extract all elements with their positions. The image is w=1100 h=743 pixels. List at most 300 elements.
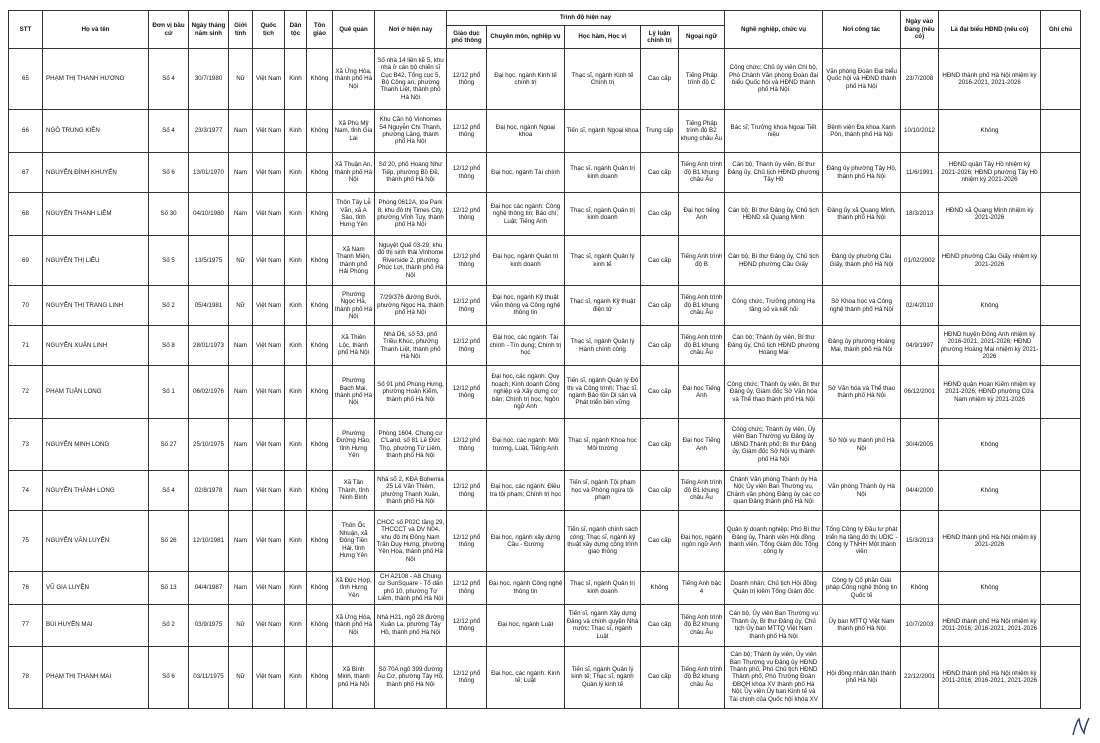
major-cell: Đại học, ngành Kinh tế chính trị xyxy=(487,49,565,110)
politics-cell: Cao cấp xyxy=(641,646,679,708)
dob-cell: 23/3/1977 xyxy=(189,110,229,153)
ethnic-cell: Kinh xyxy=(285,49,307,110)
ethnic-cell: Kinh xyxy=(285,286,307,326)
stt-cell: 75 xyxy=(9,511,43,572)
workplace-cell: Văn phòng Đoàn Đại biểu Quốc hội và HĐND thành phố Hà Nội xyxy=(823,49,901,110)
gender-cell: Nam xyxy=(229,572,253,605)
politics-cell: Cao cấp xyxy=(641,153,679,193)
language-cell: Tiếng Anh trình độ B1 khung châu Âu xyxy=(679,153,725,193)
dob-cell: 12/10/1981 xyxy=(189,511,229,572)
gender-cell: Nữ xyxy=(229,49,253,110)
unit-cell: Số 30 xyxy=(149,193,189,236)
religion-cell: Không xyxy=(307,193,333,236)
gender-cell: Nam xyxy=(229,511,253,572)
name-cell: NGÔ TRUNG KIÊN xyxy=(43,110,149,153)
header-language: Ngoại ngữ xyxy=(679,26,725,49)
ethnic-cell: Kinh xyxy=(285,110,307,153)
religion-cell: Không xyxy=(307,419,333,471)
party-date-cell: 02/4/2010 xyxy=(901,286,939,326)
religion-cell: Không xyxy=(307,286,333,326)
hdnd-cell: Không xyxy=(939,286,1041,326)
note-cell xyxy=(1041,604,1081,646)
job-cell: Chánh Văn phòng Thành ủy Hà Nội; Ủy viên Ban Thường vụ, Chánh văn phòng Đảng ủy các cơ quan Đảng thành phố Hà Nội xyxy=(725,471,823,511)
header-row-1 xyxy=(9,11,1081,26)
address-cell: 7/29/376 đường Bưởi, phường Ngọc Hà, thành phố Hà Nội xyxy=(375,286,447,326)
party-date-cell: 10/10/2012 xyxy=(901,110,939,153)
language-cell: Đại học Tiếng Anh xyxy=(679,366,725,419)
hometown-cell: Phường Bạch Mai, thành phố Hà Nội xyxy=(333,366,375,419)
nationality-cell: Việt Nam xyxy=(253,646,285,708)
hdnd-cell: HĐND xã Quang Minh nhiệm kỳ 2021-2026 xyxy=(939,193,1041,236)
politics-cell: Cao cấp xyxy=(641,366,679,419)
table-row xyxy=(9,110,1081,153)
name-cell: PHẠM THỊ THANH HƯƠNG xyxy=(43,49,149,110)
address-cell: Nhà số 2, KĐA Bohemia 25 Lê Văn Thiêm, phường Thanh Xuân, thành phố Hà Nội xyxy=(375,471,447,511)
politics-cell: Trung cấp xyxy=(641,110,679,153)
job-cell: Doanh nhân; Chủ tịch Hội đồng Quản trị kiêm Tổng Giám đốc xyxy=(725,572,823,605)
stt-cell: 66 xyxy=(9,110,43,153)
dob-cell: 13/01/1970 xyxy=(189,153,229,193)
job-cell: Quản lý doanh nghiệp; Phó Bí thư Đảng ủy, Thành viên Hội đồng thành viên, Tổng Giám đốc Tổng công ty xyxy=(725,511,823,572)
general-education-cell: 12/12 phổ thông xyxy=(447,471,487,511)
header-party-date: Ngày vào Đảng (nếu có) xyxy=(901,11,939,49)
major-cell: Đại học, ngành Ngoại khoa xyxy=(487,110,565,153)
table-row xyxy=(9,604,1081,646)
politics-cell: Cao cấp xyxy=(641,419,679,471)
religion-cell: Không xyxy=(307,471,333,511)
party-date-cell: 04/4/2000 xyxy=(901,471,939,511)
party-date-cell: 06/12/2001 xyxy=(901,366,939,419)
address-cell: Số 20, phố Hoàng Như Tiếp, phường Bồ Đề, thành phố Hà Nội xyxy=(375,153,447,193)
dob-cell: 04/4/1987 xyxy=(189,572,229,605)
politics-cell: Cao cấp xyxy=(641,286,679,326)
note-cell xyxy=(1041,572,1081,605)
hometown-cell: Thôn Ốc Nhuận, xã Đông Tiền Hải, tỉnh Hưng Yên xyxy=(333,511,375,572)
religion-cell: Không xyxy=(307,511,333,572)
hdnd-cell: HĐND quận Hoàn Kiếm nhiệm kỳ 2021-2026; HĐND phường Cửa Nam nhiệm kỳ 2021-2026 xyxy=(939,366,1041,419)
dob-cell: 04/10/1980 xyxy=(189,193,229,236)
gender-cell: Nam xyxy=(229,326,253,366)
note-cell xyxy=(1041,110,1081,153)
nationality-cell: Việt Nam xyxy=(253,471,285,511)
header-major: Chuyên môn, nghiệp vụ xyxy=(487,26,565,49)
unit-cell: Số 6 xyxy=(149,646,189,708)
stt-cell: 72 xyxy=(9,366,43,419)
degree-cell: Thạc sĩ, ngành Quản trị kinh doanh xyxy=(565,572,641,605)
name-cell: PHẠM TUẤN LONG xyxy=(43,366,149,419)
workplace-cell: Sở Khoa học và Công nghệ thành phố Hà Nội xyxy=(823,286,901,326)
header-unit: Đơn vị bầu cử xyxy=(149,11,189,49)
language-cell: Đại học, ngành ngôn ngữ Anh xyxy=(679,511,725,572)
general-education-cell: 12/12 phổ thông xyxy=(447,153,487,193)
major-cell: Đại học, ngành Luật xyxy=(487,604,565,646)
name-cell: PHẠM THỊ THANH MAI xyxy=(43,646,149,708)
hometown-cell: Xã Phù Mỹ Nam, tỉnh Gia Lai xyxy=(333,110,375,153)
general-education-cell: 12/12 phổ thông xyxy=(447,366,487,419)
table-row xyxy=(9,286,1081,326)
gender-cell: Nam xyxy=(229,471,253,511)
ethnic-cell: Kinh xyxy=(285,193,307,236)
dob-cell: 30/7/1980 xyxy=(189,49,229,110)
language-cell: Tiếng Pháp trình độ B2 khung châu Âu xyxy=(679,110,725,153)
hometown-cell: Xã Ứng Hòa, thành phố Hà Nội xyxy=(333,604,375,646)
table-row xyxy=(9,326,1081,366)
unit-cell: Số 4 xyxy=(149,49,189,110)
job-cell: Công chức; Thành ủy viên, Ủy viên Ban Thường vụ Đảng ủy UBND Thành phố; Bí thư Đảng ủy, Giám đốc Sở Nội vụ thành phố Hà Nội xyxy=(725,419,823,471)
general-education-cell: 12/12 phổ thông xyxy=(447,49,487,110)
party-date-cell: 30/4/2005 xyxy=(901,419,939,471)
dob-cell: 02/8/1978 xyxy=(189,471,229,511)
degree-cell: Thạc sĩ, ngành Quản lý kinh tế xyxy=(565,236,641,286)
table-row xyxy=(9,153,1081,193)
degree-cell: Tiến sĩ, ngành Quản lý Đô thị và Công trình; Thạc sĩ, ngành Bảo tồn Di sản và Phát triển bền vững xyxy=(565,366,641,419)
nationality-cell: Việt Nam xyxy=(253,236,285,286)
degree-cell: Tiến sĩ, ngành Tội phạm học và Phòng ngừa tội phạm xyxy=(565,471,641,511)
hometown-cell: Xã Đức Hợp, tỉnh Hưng Yên xyxy=(333,572,375,605)
major-cell: Đại học, ngành xây dựng Cầu - Đường xyxy=(487,511,565,572)
religion-cell: Không xyxy=(307,326,333,366)
nationality-cell: Việt Nam xyxy=(253,511,285,572)
candidate-table xyxy=(8,10,1081,709)
major-cell: Đại học, ngành Kỹ thuật Viễn thông và Công nghệ thông tin xyxy=(487,286,565,326)
general-education-cell: 12/12 phổ thông xyxy=(447,419,487,471)
stt-cell: 67 xyxy=(9,153,43,193)
ethnic-cell: Kinh xyxy=(285,511,307,572)
unit-cell: Số 6 xyxy=(149,153,189,193)
politics-cell: Cao cấp xyxy=(641,471,679,511)
language-cell: Tiếng Anh trình độ B1 khung châu Âu xyxy=(679,471,725,511)
stt-cell: 77 xyxy=(9,604,43,646)
party-date-cell: 18/3/2013 xyxy=(901,193,939,236)
header-note: Ghi chú xyxy=(1041,11,1081,49)
job-cell: Công chức; Thành ủy viên, Bí thư Đảng ủy, Giám đốc Sở Văn hóa và Thể thao thành phố Hà Nội xyxy=(725,366,823,419)
ethnic-cell: Kinh xyxy=(285,646,307,708)
gender-cell: Nữ xyxy=(229,604,253,646)
party-date-cell: 04/9/1997 xyxy=(901,326,939,366)
language-cell: Tiếng Anh trình độ B1 khung châu Âu xyxy=(679,286,725,326)
hometown-cell: Xã Tân Thành, tỉnh Ninh Bình xyxy=(333,471,375,511)
unit-cell: Số 13 xyxy=(149,572,189,605)
note-cell xyxy=(1041,471,1081,511)
note-cell xyxy=(1041,153,1081,193)
note-cell xyxy=(1041,193,1081,236)
address-cell: Phòng 0612A, tòa Park 8, khu đô thị Times City, phường Vĩnh Tuy, thành phố Hà Nội xyxy=(375,193,447,236)
workplace-cell: Bệnh viện Đa khoa Xanh Pôn, thành phố Hà Nội xyxy=(823,110,901,153)
party-date-cell: 10/7/2003 xyxy=(901,604,939,646)
politics-cell: Cao cấp xyxy=(641,326,679,366)
politics-cell: Cao cấp xyxy=(641,49,679,110)
address-cell: CH A2108 - A8 Chung cư SunSquare - Tổ dân phố 10, phường Từ Liêm, thành phố Hà Nội xyxy=(375,572,447,605)
unit-cell: Số 2 xyxy=(149,604,189,646)
handwritten-initial-signature xyxy=(1070,715,1092,739)
hometown-cell: Xã Bình Minh, thành phố Hà Nội xyxy=(333,646,375,708)
degree-cell: Thạc sĩ, ngành Kinh tế Chính trị xyxy=(565,49,641,110)
hdnd-cell: HĐND quận Tây Hồ nhiệm kỳ 2021-2026; HĐND phường Tây Hồ nhiệm kỳ 2021-2026 xyxy=(939,153,1041,193)
politics-cell: Cao cấp xyxy=(641,511,679,572)
ethnic-cell: Kinh xyxy=(285,419,307,471)
major-cell: Đại học, các ngành: Tài chính - Tín dụng; Chính trị học xyxy=(487,326,565,366)
table-row xyxy=(9,236,1081,286)
name-cell: NGUYỄN XUÂN LINH xyxy=(43,326,149,366)
language-cell: Tiếng Anh trình độ B2 khung châu Âu xyxy=(679,646,725,708)
degree-cell: Thạc sĩ, ngành Quản lý Hành chính công xyxy=(565,326,641,366)
degree-cell: Tiến sĩ, ngành Xây dựng Đảng và chính quyền Nhà nước; Thạc sĩ, ngành Luật xyxy=(565,604,641,646)
hdnd-cell: HĐND huyện Đông Anh nhiệm kỳ 2016-2021, 2021-2026; HĐND phường Hoàng Mai nhiệm kỳ 2021-2026 xyxy=(939,326,1041,366)
workplace-cell: Đảng ủy xã Quang Minh, thành phố Hà Nội xyxy=(823,193,901,236)
party-date-cell: 23/7/2008 xyxy=(901,49,939,110)
unit-cell: Số 8 xyxy=(149,326,189,366)
name-cell: NGUYỄN VĂN LUYỆN xyxy=(43,511,149,572)
table-row xyxy=(9,193,1081,236)
dob-cell: 03/9/1975 xyxy=(189,604,229,646)
stt-cell: 74 xyxy=(9,471,43,511)
name-cell: VŨ GIA LUYỆN xyxy=(43,572,149,605)
table-row xyxy=(9,49,1081,110)
note-cell xyxy=(1041,511,1081,572)
major-cell: Đại học, ngành Tài chính xyxy=(487,153,565,193)
name-cell: BÙI HUYỀN MAI xyxy=(43,604,149,646)
address-cell: Số 70A ngõ 399 đường Âu Cơ, phường Tây Hồ, thành phố Hà Nội xyxy=(375,646,447,708)
workplace-cell: Đảng ủy phường Hoàng Mai, thành phố Hà Nội xyxy=(823,326,901,366)
nationality-cell: Việt Nam xyxy=(253,193,285,236)
unit-cell: Số 4 xyxy=(149,110,189,153)
address-cell: CHCC số P02C tầng 29, THCCCT và DV N04, khu đô thị Đông Nam Trần Duy Hưng, phường Yên Hòa, thành phố Hà Nội xyxy=(375,511,447,572)
degree-cell: Tiến sĩ, ngành chính sách công; Thạc sĩ, ngành kỹ thuật xây dựng công trình giao thông xyxy=(565,511,641,572)
gender-cell: Nam xyxy=(229,419,253,471)
address-cell: Nguyệt Quế 03-29, khu đô thị sinh thái Vinhome Riverside 2, phường Phúc Lợi, thành phố Hà Nội xyxy=(375,236,447,286)
note-cell xyxy=(1041,236,1081,286)
degree-cell: Thạc sĩ, ngành Khoa học Môi trường xyxy=(565,419,641,471)
degree-cell: Tiến sĩ, ngành Ngoại khoa xyxy=(565,110,641,153)
general-education-cell: 12/12 phổ thông xyxy=(447,646,487,708)
header-politics: Lý luận chính trị xyxy=(641,26,679,49)
name-cell: NGUYỄN THỊ LIỄU xyxy=(43,236,149,286)
nationality-cell: Việt Nam xyxy=(253,419,285,471)
politics-cell: Không xyxy=(641,572,679,605)
hdnd-cell: HĐND phường Cầu Giấy nhiệm kỳ 2021-2026 xyxy=(939,236,1041,286)
workplace-cell: Hội đồng nhân dân thành phố Hà Nội xyxy=(823,646,901,708)
table-body xyxy=(9,49,1081,709)
stt-cell: 78 xyxy=(9,646,43,708)
stt-cell: 70 xyxy=(9,286,43,326)
language-cell: Tiếng Anh trình độ B1 khung châu Âu xyxy=(679,326,725,366)
dob-cell: 25/10/1975 xyxy=(189,419,229,471)
job-cell: Bác sĩ; Trưởng khoa Ngoại Tiết niệu xyxy=(725,110,823,153)
gender-cell: Nữ xyxy=(229,646,253,708)
header-ethnic: Dân tộc xyxy=(285,11,307,49)
hdnd-cell: HĐND thành phố Hà Nội nhiệm kỳ 2021-2026 xyxy=(939,511,1041,572)
table-row xyxy=(9,646,1081,708)
hdnd-cell: Không xyxy=(939,419,1041,471)
ethnic-cell: Kinh xyxy=(285,572,307,605)
header-dob: Ngày tháng năm sinh xyxy=(189,11,229,49)
unit-cell: Số 5 xyxy=(149,236,189,286)
table-row xyxy=(9,572,1081,605)
gender-cell: Nam xyxy=(229,110,253,153)
header-hdnd: Là đại biểu HĐND (nếu có) xyxy=(939,11,1041,49)
table-row xyxy=(9,471,1081,511)
stt-cell: 76 xyxy=(9,572,43,605)
job-cell: Công chức, Trưởng phòng Hạ tầng số và kết nối xyxy=(725,286,823,326)
major-cell: Đại học, ngành Quản trị kinh doanh xyxy=(487,236,565,286)
language-cell: Đại học Tiếng Anh xyxy=(679,419,725,471)
language-cell: Tiếng Anh bậc 4 xyxy=(679,572,725,605)
header-general-education: Giáo dục phổ thông xyxy=(447,26,487,49)
table-row xyxy=(9,366,1081,419)
header-job: Nghề nghiệp, chức vụ xyxy=(725,11,823,49)
dob-cell: 06/02/1976 xyxy=(189,366,229,419)
stt-cell: 65 xyxy=(9,49,43,110)
note-cell xyxy=(1041,49,1081,110)
degree-cell: Tiến sĩ, ngành Quản lý kinh tế; Thạc sĩ, ngành Quản lý kinh tế xyxy=(565,646,641,708)
header-hometown: Quê quán xyxy=(333,11,375,49)
gender-cell: Nữ xyxy=(229,286,253,326)
nationality-cell: Việt Nam xyxy=(253,366,285,419)
header-nationality: Quốc tịch xyxy=(253,11,285,49)
note-cell xyxy=(1041,366,1081,419)
address-cell: Số 91 phố Phùng Hưng, phường Hoàn Kiếm, thành phố Hà Nội xyxy=(375,366,447,419)
dob-cell: 13/5/1975 xyxy=(189,236,229,286)
religion-cell: Không xyxy=(307,236,333,286)
workplace-cell: Tổng Công ty Đầu tư phát triển hạ tầng đô thị UDIC - Công ty TNHH Một thành viên xyxy=(823,511,901,572)
workplace-cell: Ủy ban MTTQ Việt Nam thành phố Hà Nội xyxy=(823,604,901,646)
header-address: Nơi ở hiện nay xyxy=(375,11,447,49)
note-cell xyxy=(1041,326,1081,366)
unit-cell: Số 2 xyxy=(149,286,189,326)
name-cell: NGUYỄN THANH LIÊM xyxy=(43,193,149,236)
general-education-cell: 12/12 phổ thông xyxy=(447,511,487,572)
major-cell: Đại học, các ngành: Kinh tế; Luật xyxy=(487,646,565,708)
gender-cell: Nam xyxy=(229,153,253,193)
religion-cell: Không xyxy=(307,49,333,110)
workplace-cell: Công ty Cổ phần Giải pháp Công nghệ thông tin Quốc tế xyxy=(823,572,901,605)
workplace-cell: Đảng ủy phường Tây Hồ, thành phố Hà Nội xyxy=(823,153,901,193)
party-date-cell: 11/6/1991 xyxy=(901,153,939,193)
ethnic-cell: Kinh xyxy=(285,326,307,366)
note-cell xyxy=(1041,419,1081,471)
religion-cell: Không xyxy=(307,604,333,646)
header-gender: Giới tính xyxy=(229,11,253,49)
nationality-cell: Việt Nam xyxy=(253,153,285,193)
major-cell: Đại học, các ngành: Quy hoạch; Kinh doanh Công nghiệp và Xây dựng cơ bản; Chính trị học; Ngôn ngữ Anh xyxy=(487,366,565,419)
unit-cell: Số 1 xyxy=(149,366,189,419)
politics-cell: Cao cấp xyxy=(641,236,679,286)
name-cell: NGUYỄN ĐÌNH KHUYẾN xyxy=(43,153,149,193)
nationality-cell: Việt Nam xyxy=(253,604,285,646)
ethnic-cell: Kinh xyxy=(285,366,307,419)
nationality-cell: Việt Nam xyxy=(253,110,285,153)
note-cell xyxy=(1041,646,1081,708)
gender-cell: Nam xyxy=(229,193,253,236)
header-workplace: Nơi công tác xyxy=(823,11,901,49)
nationality-cell: Việt Nam xyxy=(253,326,285,366)
workplace-cell: Sở Nội vụ thành phố Hà Nội xyxy=(823,419,901,471)
party-date-cell: 22/12/2001 xyxy=(901,646,939,708)
hdnd-cell: Không xyxy=(939,110,1041,153)
ethnic-cell: Kinh xyxy=(285,604,307,646)
religion-cell: Không xyxy=(307,153,333,193)
table-row xyxy=(9,419,1081,471)
degree-cell: Thạc sĩ, ngành Quản trị kinh doanh xyxy=(565,153,641,193)
job-cell: Cán bộ, Ủy viên Ban Thường vụ Thành ủy, Bí thư Đảng ủy, Chủ tịch Ủy ban MTTQ Việt Nam thành phố Hà Nội xyxy=(725,604,823,646)
stt-cell: 69 xyxy=(9,236,43,286)
religion-cell: Không xyxy=(307,366,333,419)
job-cell: Cán bộ; Bí thư Đảng ủy, Chủ tịch HĐND phường Cầu Giấy xyxy=(725,236,823,286)
religion-cell: Không xyxy=(307,572,333,605)
religion-cell: Không xyxy=(307,646,333,708)
party-date-cell: 01/02/2002 xyxy=(901,236,939,286)
general-education-cell: 12/12 phổ thông xyxy=(447,193,487,236)
job-cell: Cán bộ; Thành ủy viên, Ủy viên Ban Thường vụ Đảng ủy HĐND Thành phố, Phó Chủ tịch HĐND Thành phố, Phó Trưởng Đoàn ĐBQH khóa XV thành phố Hà Nội; Ủy viên Ủy ban Kinh tế và Tài chính của Quốc hội khóa XV xyxy=(725,646,823,708)
header-religion: Tôn giáo xyxy=(307,11,333,49)
workplace-cell: Văn phòng Thành ủy Hà Nội xyxy=(823,471,901,511)
dob-cell: 28/01/1973 xyxy=(189,326,229,366)
language-cell: Tiếng Anh trình độ B xyxy=(679,236,725,286)
degree-cell: Thạc sĩ, ngành Quản trị kinh doanh xyxy=(565,193,641,236)
hdnd-cell: Không xyxy=(939,572,1041,605)
gender-cell: Nữ xyxy=(229,236,253,286)
nationality-cell: Việt Nam xyxy=(253,572,285,605)
general-education-cell: 12/12 phổ thông xyxy=(447,326,487,366)
note-cell xyxy=(1041,286,1081,326)
general-education-cell: 12/12 phổ thông xyxy=(447,110,487,153)
hometown-cell: Xã Nam Thanh Miện, thành phố Hải Phòng xyxy=(333,236,375,286)
hometown-cell: Xã Thiên Lộc, thành phố Hà Nội xyxy=(333,326,375,366)
general-education-cell: 12/12 phổ thông xyxy=(447,286,487,326)
hometown-cell: Phường Đường Hào, tỉnh Hưng Yên xyxy=(333,419,375,471)
general-education-cell: 12/12 phổ thông xyxy=(447,572,487,605)
major-cell: Đại học, các ngành: Môi trường, Luật, Tiếng Anh xyxy=(487,419,565,471)
stt-cell: 68 xyxy=(9,193,43,236)
hdnd-cell: Không xyxy=(939,471,1041,511)
address-cell: Số nhà 14 liền kề 5, khu nhà ở cán bộ chiến sĩ Cục B42, Tổng cục 5, Bộ Công an, phường Thanh Liệt, thành phố Hà Nội xyxy=(375,49,447,110)
name-cell: NGUYỄN MINH LONG xyxy=(43,419,149,471)
language-cell: Tiếng Pháp trình độ C xyxy=(679,49,725,110)
politics-cell: Cao cấp xyxy=(641,193,679,236)
general-education-cell: 12/12 phổ thông xyxy=(447,236,487,286)
name-cell: NGUYỄN THÀNH LONG xyxy=(43,471,149,511)
party-date-cell: Không xyxy=(901,572,939,605)
address-cell: Phòng 1604, Chung cư C'Land, số 81 Lê Đức Thọ, phường Từ Liêm, thành phố Hà Nội xyxy=(375,419,447,471)
nationality-cell: Việt Nam xyxy=(253,286,285,326)
hdnd-cell: HĐND thành phố Hà Nội nhiệm kỳ 2016-2021, 2021-2026 xyxy=(939,49,1041,110)
major-cell: Đại học, các ngành: Điều tra tội phạm; Chính trị học xyxy=(487,471,565,511)
address-cell: Nhà D6, số 53, phố Triều Khúc, phường Thanh Liệt, thành phố Hà Nội xyxy=(375,326,447,366)
unit-cell: Số 26 xyxy=(149,511,189,572)
job-cell: Cán bộ; Bí thư Đảng ủy, Chủ tịch HĐND xã Quang Minh xyxy=(725,193,823,236)
general-education-cell: 12/12 phổ thông xyxy=(447,604,487,646)
job-cell: Cán bộ, Thành ủy viên, Bí thư Đảng ủy, Chủ tịch HĐND phường Tây Hồ xyxy=(725,153,823,193)
hometown-cell: Phường Ngọc Hà, thành phố Hà Nội xyxy=(333,286,375,326)
politics-cell: Cao cấp xyxy=(641,604,679,646)
hdnd-cell: HĐND thành phố Hà Nội nhiệm kỳ 2011-2016, 2016-2021, 2021-2026 xyxy=(939,646,1041,708)
stt-cell: 71 xyxy=(9,326,43,366)
job-cell: Công chức; Chủ ủy viên Chi bộ, Phó Chánh Văn phòng Đoàn đại biểu Quốc hội và HĐND thành phố Hà Nội xyxy=(725,49,823,110)
hometown-cell: Xã Ứng Hòa, thành phố Hà Nội xyxy=(333,49,375,110)
ethnic-cell: Kinh xyxy=(285,153,307,193)
name-cell: NGUYỄN THỊ TRANG LINH xyxy=(43,286,149,326)
address-cell: Nhà H21, ngõ 28 đường Xuân La, phường Tây Hồ, thành phố Hà Nội xyxy=(375,604,447,646)
workplace-cell: Sở Văn hóa và Thể thao thành phố Hà Nội xyxy=(823,366,901,419)
gender-cell: Nam xyxy=(229,366,253,419)
unit-cell: Số 4 xyxy=(149,471,189,511)
language-cell: Tiếng Anh trình độ B2 khung châu Âu xyxy=(679,604,725,646)
unit-cell: Số 27 xyxy=(149,419,189,471)
table-row xyxy=(9,511,1081,572)
ethnic-cell: Kinh xyxy=(285,236,307,286)
workplace-cell: Đảng ủy phường Cầu Giấy, thành phố Hà Nội xyxy=(823,236,901,286)
job-cell: Cán bộ; Thành ủy viên, Bí thư Đảng ủy, Chủ tịch HĐND phường Hoàng Mai xyxy=(725,326,823,366)
